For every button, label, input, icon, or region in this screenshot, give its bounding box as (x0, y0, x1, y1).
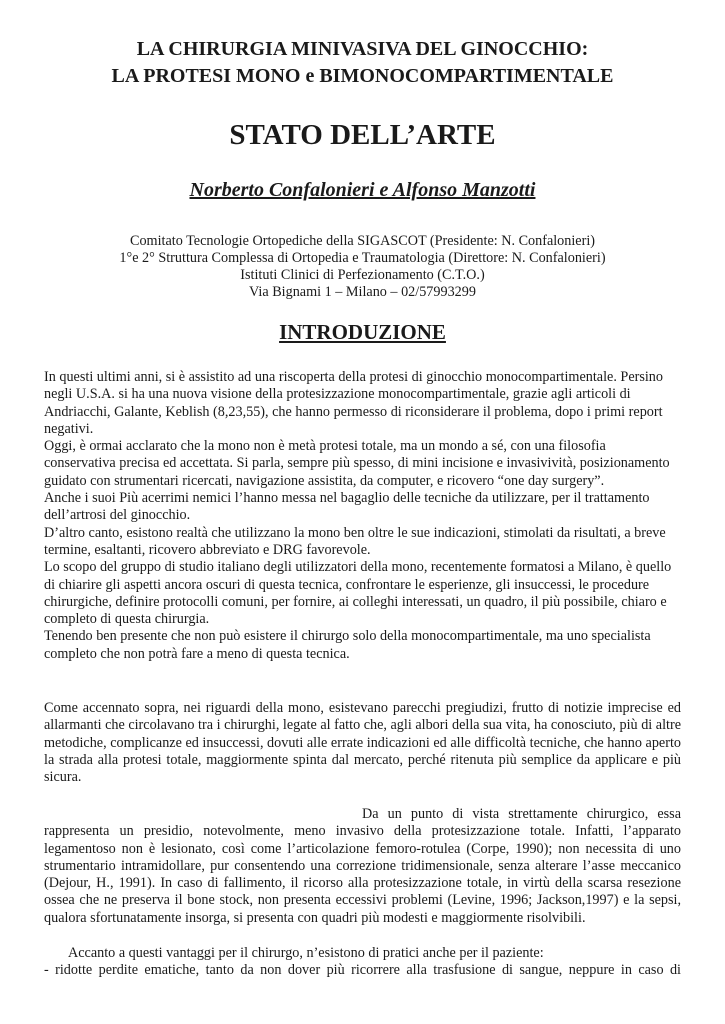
intro-text-block (44, 369, 681, 663)
paragraph: Accanto a questi vantaggi per il chirurgo, n’esistono di pratici anche per il paziente: (68, 945, 544, 961)
title-line-1: LA CHIRURGIA MINIVASIVA DEL GINOCCHIO: (136, 38, 589, 60)
paragraph: Da un punto di vista strettamente chirurgico, essa rappresenta un presidio, notevolmente, meno invasivo della protesizzazione totale. Infatti, l’apparato legamentoso non è lesionato, così come l’articolazione femoro-rotulea (Corpe, 1990); non necessita di uno strumentario intramidollare, pur consentendo una correzione tridimensionale, senza alterare l’asse meccanico (Dejour, H., 1991). In caso di fallimento, il ricorso alla protesizzazione totale, in virtù della scarsa resezione ossea che ne preserva il bone stock, non presenta eccessivi problemi (Levine, 1996; Jackson,1997) e la sepsi, qualora sfortunatamente insorga, si presenta con quadri più modesti e maggiormente risolvibili. (44, 806, 681, 926)
text-block (44, 700, 681, 786)
section-heading: INTRODUZIONE (279, 320, 446, 344)
paragraph: D’altro canto, esistono realtà che utilizzano la mono ben oltre le sue indicazioni, stimolati da risultati, a breve termine, esaltanti, ricovero abbreviato e DRG favorevole. (44, 524, 666, 558)
affiliation-line-2: 1°e 2° Struttura Complessa di Ortopedia e Traumatologia (Direttore: N. Confalonieri) (119, 250, 606, 266)
document-subtitle: STATO DELL’ARTE (229, 119, 496, 151)
list-item: - ridotte perdite ematiche, tanto da non dover più ricorrere alla trasfusione di sangue, neppure in caso di (44, 962, 681, 979)
title-line-2: LA PROTESI MONO e BIMONOCOMPARTIMENTALE (111, 65, 614, 87)
authors: Norberto Confalonieri e Alfonso Manzotti (189, 179, 536, 201)
text-block (44, 945, 681, 980)
affiliation-line-4: Via Bignami 1 – Milano – 02/57993299 (249, 284, 476, 300)
affiliation-line-1: Comitato Tecnologie Ortopediche della SIGASCOT (Presidente: N. Confalonieri) (130, 233, 595, 249)
paragraph: Lo scopo del gruppo di studio italiano degli utilizzatori della mono, recentemente formatosi a Milano, è quello di chiarire gli aspetti ancora oscuri di questa tecnica, confrontare le esperienze, gli insuccessi, le procedure chirurgiche, definire protocolli comuni, per fornire, ai colleghi interessati, un quadro, il più possibile, chiaro e completo di questa chirurgia. (44, 559, 672, 628)
paragraph: Tenendo ben presente che non può esistere il chirurgo solo della monocompartimentale, ma uno specialista completo che non potrà fare a meno di questa tecnica. (44, 628, 651, 662)
paragraph: Anche i suoi Più acerrimi nemici l’hanno messa nel bagaglio delle tecniche da utilizzare, per il trattamento dell’artrosi del ginocchio. (44, 490, 650, 524)
affiliation-line-3: Istituti Clinici di Perfezionamento (C.T.O.) (240, 267, 485, 283)
paragraph: In questi ultimi anni, si è assistito ad una riscoperta della protesi di ginocchio monocompartimentale. Persino negli U.S.A. si ha una nuova visione della protesizzazione monocompartimentale, grazie agli articoli di Andriacchi, Galante, Keblish (8,23,55), che hanno permesso di riconsiderare il problema, dopo i primi report negativi. (44, 369, 663, 437)
text-block (44, 806, 681, 927)
paragraph: Come accennato sopra, nei riguardi della mono, esistevano parecchi pregiudizi, frutto di notizie imprecise ed allarmanti che circolavano tra i chirurghi, legate al fatto che, agli albori della sua vita, ha conosciuto, più di altre metodiche, complicanze ed insuccessi, dovuti alle errate indicazioni ed alle difficoltà tecniche, che hanno aperto la strada alla protesi totale, maggiormente spinta dal mercato, perché ritenuta più semplice da applicare e più sicura. (44, 700, 681, 786)
paragraph: Oggi, è ormai acclarato che la mono non è metà protesi totale, ma un mondo a sé, con una filosofia conservativa precisa ed accettata. Si parla, sempre più spesso, di mini incisione e invasivività, posizionamento guidato con strumentari ricercati, navigazione assistita, da computer, e ricovero “one day surgery”. (44, 438, 670, 489)
